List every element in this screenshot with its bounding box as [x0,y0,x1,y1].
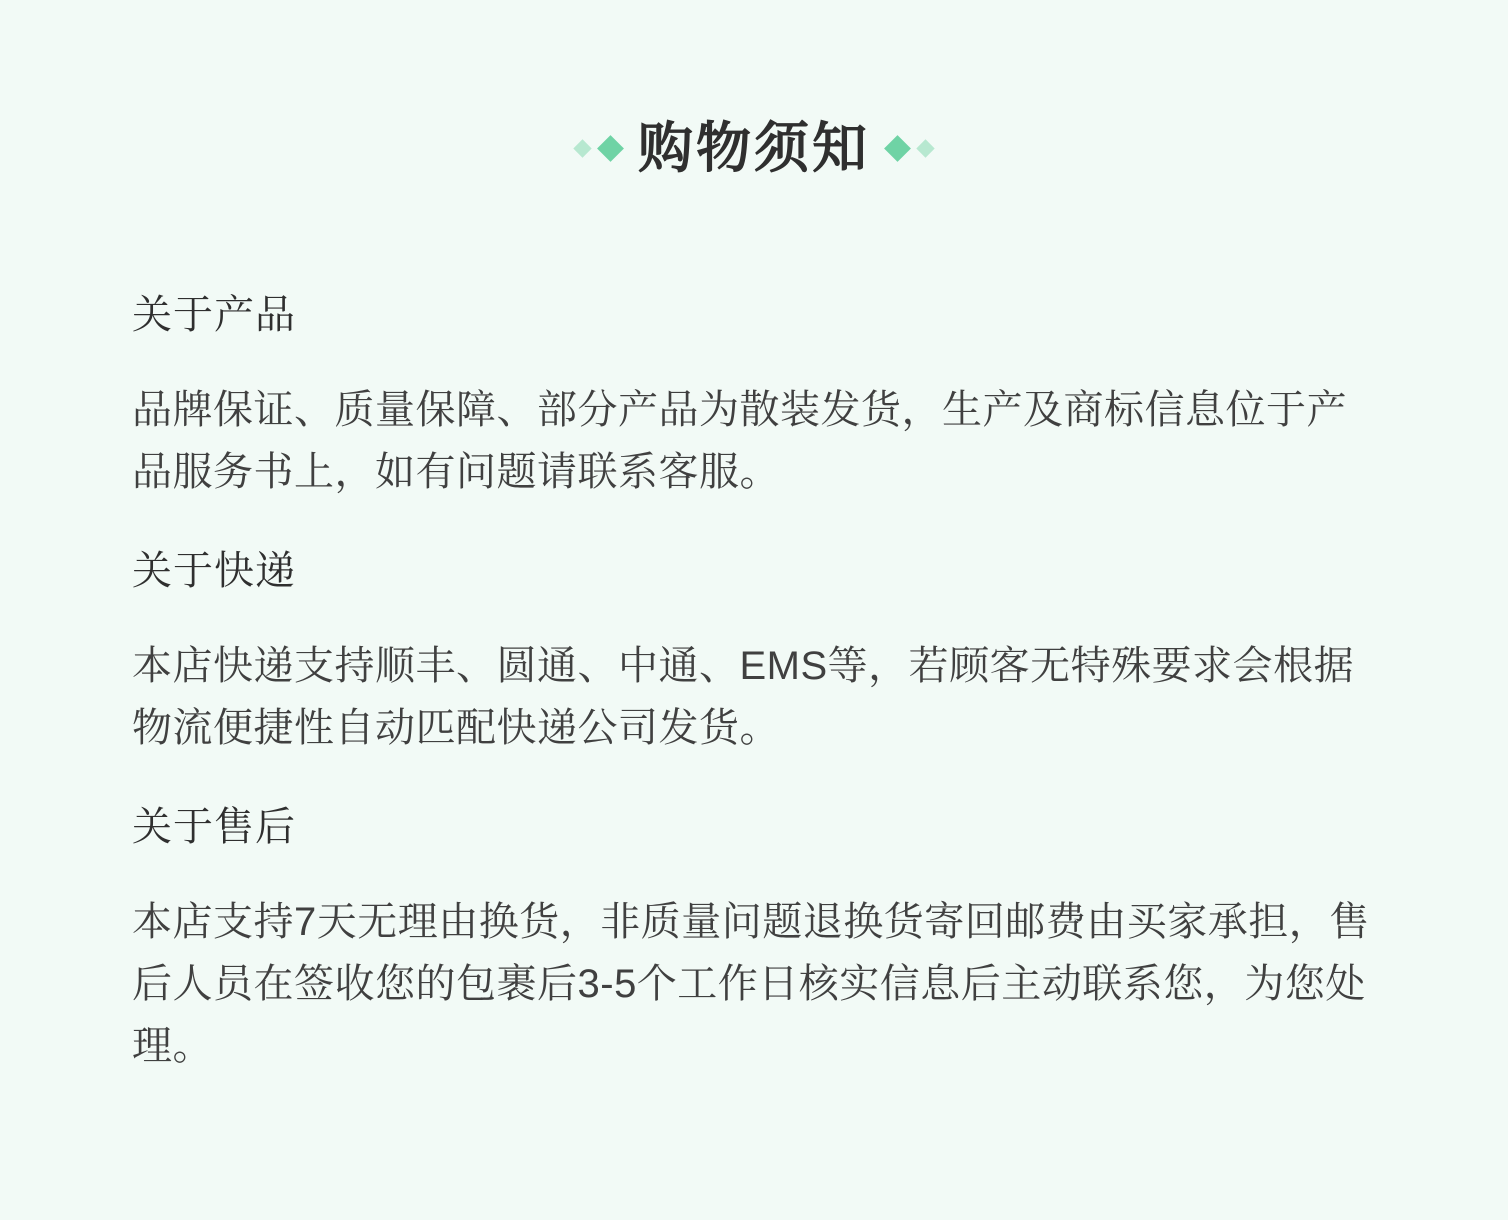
page-header [0,0,1508,213]
notice-content [0,291,1508,1077]
section-body: 本店支持7天无理由换货，非质量问题退换货寄回邮费由买家承担，售后人员在签收您的包裹后3-5个工作日核实信息后主动联系您，为您处理。 [132,899,1370,1068]
section-about-product [132,291,1378,503]
page-title: 购物须知 [637,116,870,179]
diamond-large-icon [597,135,624,162]
section-title: 关于产品 [132,292,296,337]
ornament-right [888,139,932,158]
section-body: 品牌保证、质量保障、部分产品为散装发货，生产及商标信息位于产品服务书上，如有问题请联系客服。 [132,387,1347,494]
section-title: 关于售后 [132,804,296,849]
section-body: 本店快递支持顺丰、圆通、中通、EMS等，若顾客无特殊要求会根据物流便捷性自动匹配快递公司发货。 [132,643,1355,750]
diamond-small-icon [916,139,934,157]
ornament-left [576,139,620,158]
diamond-small-icon [573,139,591,157]
diamond-large-icon [884,135,911,162]
section-title: 关于快递 [132,548,296,593]
section-about-after-sales [132,803,1378,1077]
section-about-shipping [132,547,1378,759]
